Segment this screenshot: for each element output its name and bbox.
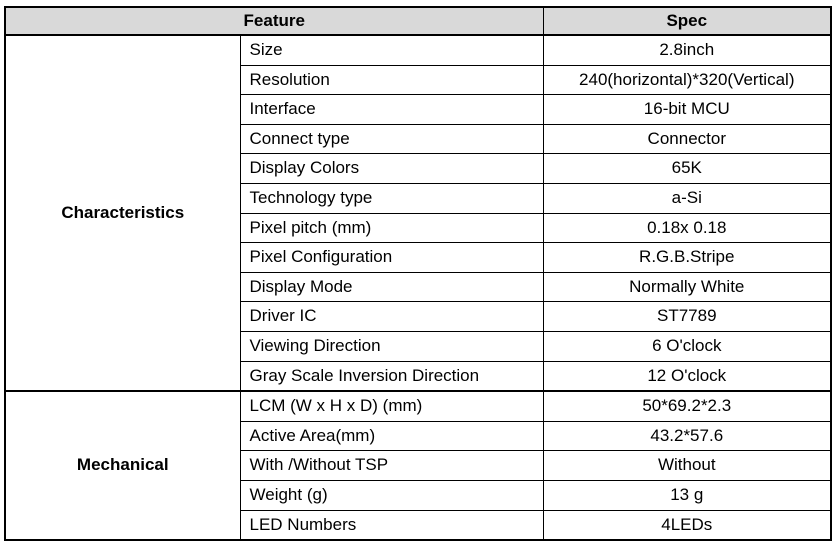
header-row [5, 7, 831, 35]
spec-table-body [5, 35, 831, 540]
spec-cell: 12 O'clock [543, 361, 831, 391]
spec-cell: 13 g [543, 480, 831, 510]
table-row [5, 35, 831, 65]
feature-cell: Driver IC [240, 302, 543, 332]
table-row [5, 391, 831, 421]
spec-cell: Connector [543, 124, 831, 154]
feature-cell: Weight (g) [240, 480, 543, 510]
feature-cell: Pixel Configuration [240, 243, 543, 273]
feature-cell: Interface [240, 95, 543, 125]
spec-cell: R.G.B.Stripe [543, 243, 831, 273]
feature-cell: Viewing Direction [240, 331, 543, 361]
spec-cell: 50*69.2*2.3 [543, 391, 831, 421]
feature-cell: Size [240, 35, 543, 65]
spec-cell: a-Si [543, 183, 831, 213]
feature-cell: LED Numbers [240, 510, 543, 540]
feature-cell: Technology type [240, 183, 543, 213]
spec-cell: Normally White [543, 272, 831, 302]
group-label: Characteristics [5, 35, 240, 391]
spec-cell: 2.8inch [543, 35, 831, 65]
spec-header: Spec [543, 7, 831, 35]
spec-table [4, 6, 832, 541]
feature-header: Feature [5, 7, 543, 35]
group-label: Mechanical [5, 391, 240, 540]
spec-cell: 0.18x 0.18 [543, 213, 831, 243]
spec-cell: 240(horizontal)*320(Vertical) [543, 65, 831, 95]
feature-cell: Gray Scale Inversion Direction [240, 361, 543, 391]
spec-cell: 6 O'clock [543, 331, 831, 361]
feature-cell: LCM (W x H x D) (mm) [240, 391, 543, 421]
feature-cell: Connect type [240, 124, 543, 154]
feature-cell: Resolution [240, 65, 543, 95]
feature-cell: With /Without TSP [240, 451, 543, 481]
feature-cell: Pixel pitch (mm) [240, 213, 543, 243]
spec-cell: 16-bit MCU [543, 95, 831, 125]
spec-cell: 65K [543, 154, 831, 184]
feature-cell: Display Mode [240, 272, 543, 302]
spec-cell: 43.2*57.6 [543, 421, 831, 451]
spec-cell: ST7789 [543, 302, 831, 332]
spec-cell: 4LEDs [543, 510, 831, 540]
spec-cell: Without [543, 451, 831, 481]
feature-cell: Display Colors [240, 154, 543, 184]
feature-cell: Active Area(mm) [240, 421, 543, 451]
